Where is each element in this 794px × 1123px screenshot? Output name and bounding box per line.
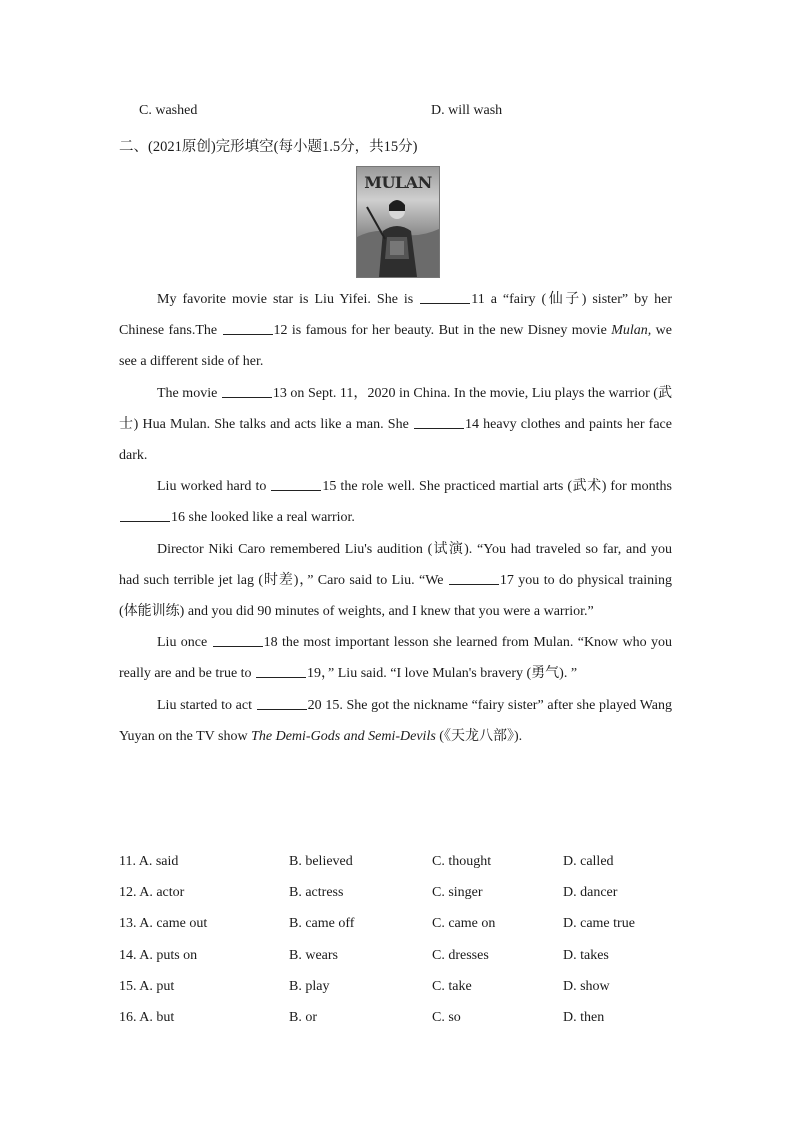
option-row: 16. A. but B. or C. so D. then xyxy=(119,1009,605,1025)
blank-15 xyxy=(271,476,321,491)
poster-title: MULAN xyxy=(364,173,432,192)
blank-12 xyxy=(223,320,273,335)
blank-14 xyxy=(414,414,464,429)
mulan-poster-image xyxy=(356,166,440,278)
paragraph-4: Director Niki Caro remembered Liu's audition (试演). “You had traveled so far, and you had such terrible jet lag (时差)，” Caro said to Liu. “We 17 you to do physical training (体能训练) and you did 90 minutes of weights, and I knew that you were a warrior.” xyxy=(119,541,672,620)
option-row: 12. A. actor B. actress C. singer D. dancer xyxy=(119,885,618,901)
option-row: 15. A. put B. play C. take D. show xyxy=(119,978,610,994)
option-d: D. will wash xyxy=(431,103,503,118)
paragraph-6: Liu started to act 20 15. She got the nickname “fairy sister” after she played Wang Yuyan on the TV show The Demi-Gods and Semi-Devils (《天龙八部》). xyxy=(119,690,672,752)
option-row: 13. A. came out B. came off C. came on D. came true xyxy=(119,916,635,932)
blank-19 xyxy=(256,663,306,678)
blank-20 xyxy=(257,695,307,710)
option-row: 11. A. said B. believed C. thought D. called xyxy=(119,854,614,869)
blank-18 xyxy=(213,632,263,647)
paragraph-3: Liu worked hard to 15 the role well. She practiced martial arts (武术) for months 16 she looked like a real warrior. xyxy=(119,471,672,533)
paragraph-1: My favorite movie star is Liu Yifei. She is 11 a “fairy (仙子) sister” by her Chinese fans.The 12 is famous for her beauty. But in the new Disney movie Mulan, we see a different side of her. xyxy=(119,284,672,378)
blank-17 xyxy=(449,570,499,585)
option-c: C. washed xyxy=(139,103,198,118)
warrior-figure-icon xyxy=(357,167,439,277)
paragraph-2: The movie 13 on Sept. 11，2020 in China. In the movie, Liu plays the warrior (武士) Hua Mulan. She talks and acts like a man. She 14 heavy clothes and paints her face dark. xyxy=(119,378,672,472)
cloze-passage xyxy=(119,284,672,752)
section-heading: 二、(2021原创)完形填空(每小题1.5分，共15分) xyxy=(119,139,418,155)
paragraph-5: Liu once 18 the most important lesson she learned from Mulan. “Know who you really are and be true to 19，” Liu said. “I love Mulan's bravery (勇气). ” xyxy=(119,627,672,689)
blank-16 xyxy=(120,507,170,522)
answer-options xyxy=(119,846,679,1033)
blank-11 xyxy=(420,289,470,304)
blank-13 xyxy=(222,383,272,398)
option-row: 14. A. puts on B. wears C. dresses D. takes xyxy=(119,947,609,963)
